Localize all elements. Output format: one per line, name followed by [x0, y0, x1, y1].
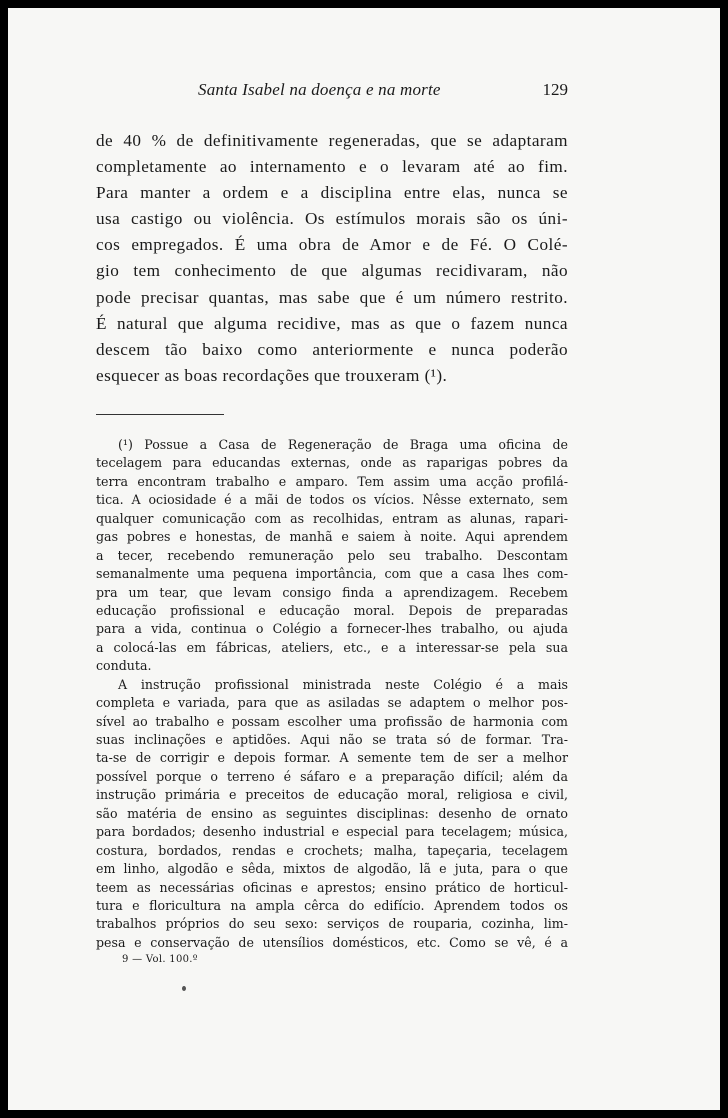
footnote-line: gas pobres e honestas, de manhã e saiem à noite. Aqui aprendem [96, 529, 568, 545]
footnote-line: qualquer comunicação com as recolhidas, entram as alunas, rapari- [96, 510, 568, 526]
main-text [96, 128, 568, 389]
text-line: É natural que alguma recidive, mas as que o fazem nunca [96, 313, 568, 333]
footnote-line: pra um tear, que levam consigo finda a aprendizagem. Recebem [96, 584, 568, 600]
footnote-line: suas inclinações e aptidões. Aqui não se trata só de formar. Tra- [96, 732, 568, 747]
ink-speck [182, 986, 186, 991]
footnote-line: costura, bordados, rendas e crochets; malha, tapeçaria, tecelagem [96, 842, 568, 858]
footnote-divider [96, 414, 224, 415]
printer-signature: 9 — Vol. 100.º [122, 954, 198, 965]
footnote-line: tica. A ociosidade é a mãi de todos os vícios. Nêsse externato, sem [96, 492, 568, 508]
text-line: pode precisar quantas, mas sabe que é um número restrito. [96, 287, 568, 307]
footnote-line: terra encontram trabalho e amparo. Tem assim uma acção profilá- [96, 473, 568, 489]
page-header [96, 80, 568, 104]
footnote-line: ta-se de corrigir e depois formar. A semente tem de ser a melhor [96, 750, 568, 766]
footnote-line: completa e variada, para que as asiladas se adaptem o melhor pos- [96, 695, 568, 711]
book-page [8, 8, 720, 1110]
text-line: cos empregados. É uma obra de Amor e de Fé. O Colé- [96, 235, 568, 255]
text-line: Para manter a ordem e a disciplina entre elas, nunca se [96, 183, 568, 203]
text-line: completamente ao internamento e o levaram até ao fim. [96, 157, 568, 177]
footnote-line: para a vida, continua o Colégio a fornecer-lhes trabalho, ou ajuda [96, 621, 568, 637]
footnote-line: semanalmente uma pequena importância, com que a casa lhes com- [96, 566, 568, 582]
footnote-line: teem as necessárias oficinas e aprestos; ensino prático de horticul- [96, 879, 568, 895]
footnote-line: a colocá-las em fábricas, ateliers, etc., e a interessar-se pela sua [96, 639, 568, 655]
text-line: descem tão baixo como anteriormente e nunca poderão [96, 339, 568, 359]
footnote [96, 436, 568, 952]
footnote-line: tecelagem para educandas externas, onde as raparigas pobres da [96, 455, 568, 471]
footnote-line: A instrução profissional ministrada neste Colégio é a mais [118, 676, 568, 692]
footnote-line: são matéria de ensino as seguintes disciplinas: desenho de ornato [96, 805, 568, 821]
text-line: esquecer as boas recordações que trouxeram (¹). [96, 365, 448, 385]
footnote-line: a tecer, recebendo remuneração pelo seu trabalho. Descontam [96, 547, 568, 563]
page-number: 129 [542, 80, 568, 99]
footnote-line: em linho, algodão e sêda, mixtos de algodão, lã e juta, para o que [96, 861, 568, 877]
footnote-line: educação profissional e educação moral. Depois de preparadas [96, 602, 568, 618]
footnote-line: para bordados; desenho industrial e especial para tecelagem; música, [96, 824, 568, 840]
running-title: Santa Isabel na doença e na morte [198, 80, 441, 99]
text-line: de 40 % de definitivamente regeneradas, que se adaptaram [96, 131, 568, 150]
text-line: usa castigo ou violência. Os estímulos morais são os úni- [96, 209, 568, 229]
footnote-line: tura e floricultura na ampla cêrca do edifício. Aprendem todos os [96, 897, 568, 913]
footnote-line: trabalhos próprios do seu sexo: serviços de rouparia, cozinha, lim- [96, 916, 568, 932]
text-line: gio tem conhecimento de que algumas recidivaram, não [96, 261, 568, 281]
footnote-line: conduta. [96, 658, 152, 674]
footnote-line: pesa e conservação de utensílios domésticos, etc. Como se vê, é a [96, 934, 568, 950]
footnote-line: possível porque o terreno é sáfaro e a preparação difícil; além da [96, 768, 568, 784]
footnote-line: sível ao trabalho e possam escolher uma profissão de harmonia com [96, 713, 568, 729]
footnote-line: instrução primária e preceitos de educação moral, religiosa e civil, [96, 787, 568, 803]
footnote-line: (¹) Possue a Casa de Regeneração de Braga uma oficina de [118, 437, 568, 452]
